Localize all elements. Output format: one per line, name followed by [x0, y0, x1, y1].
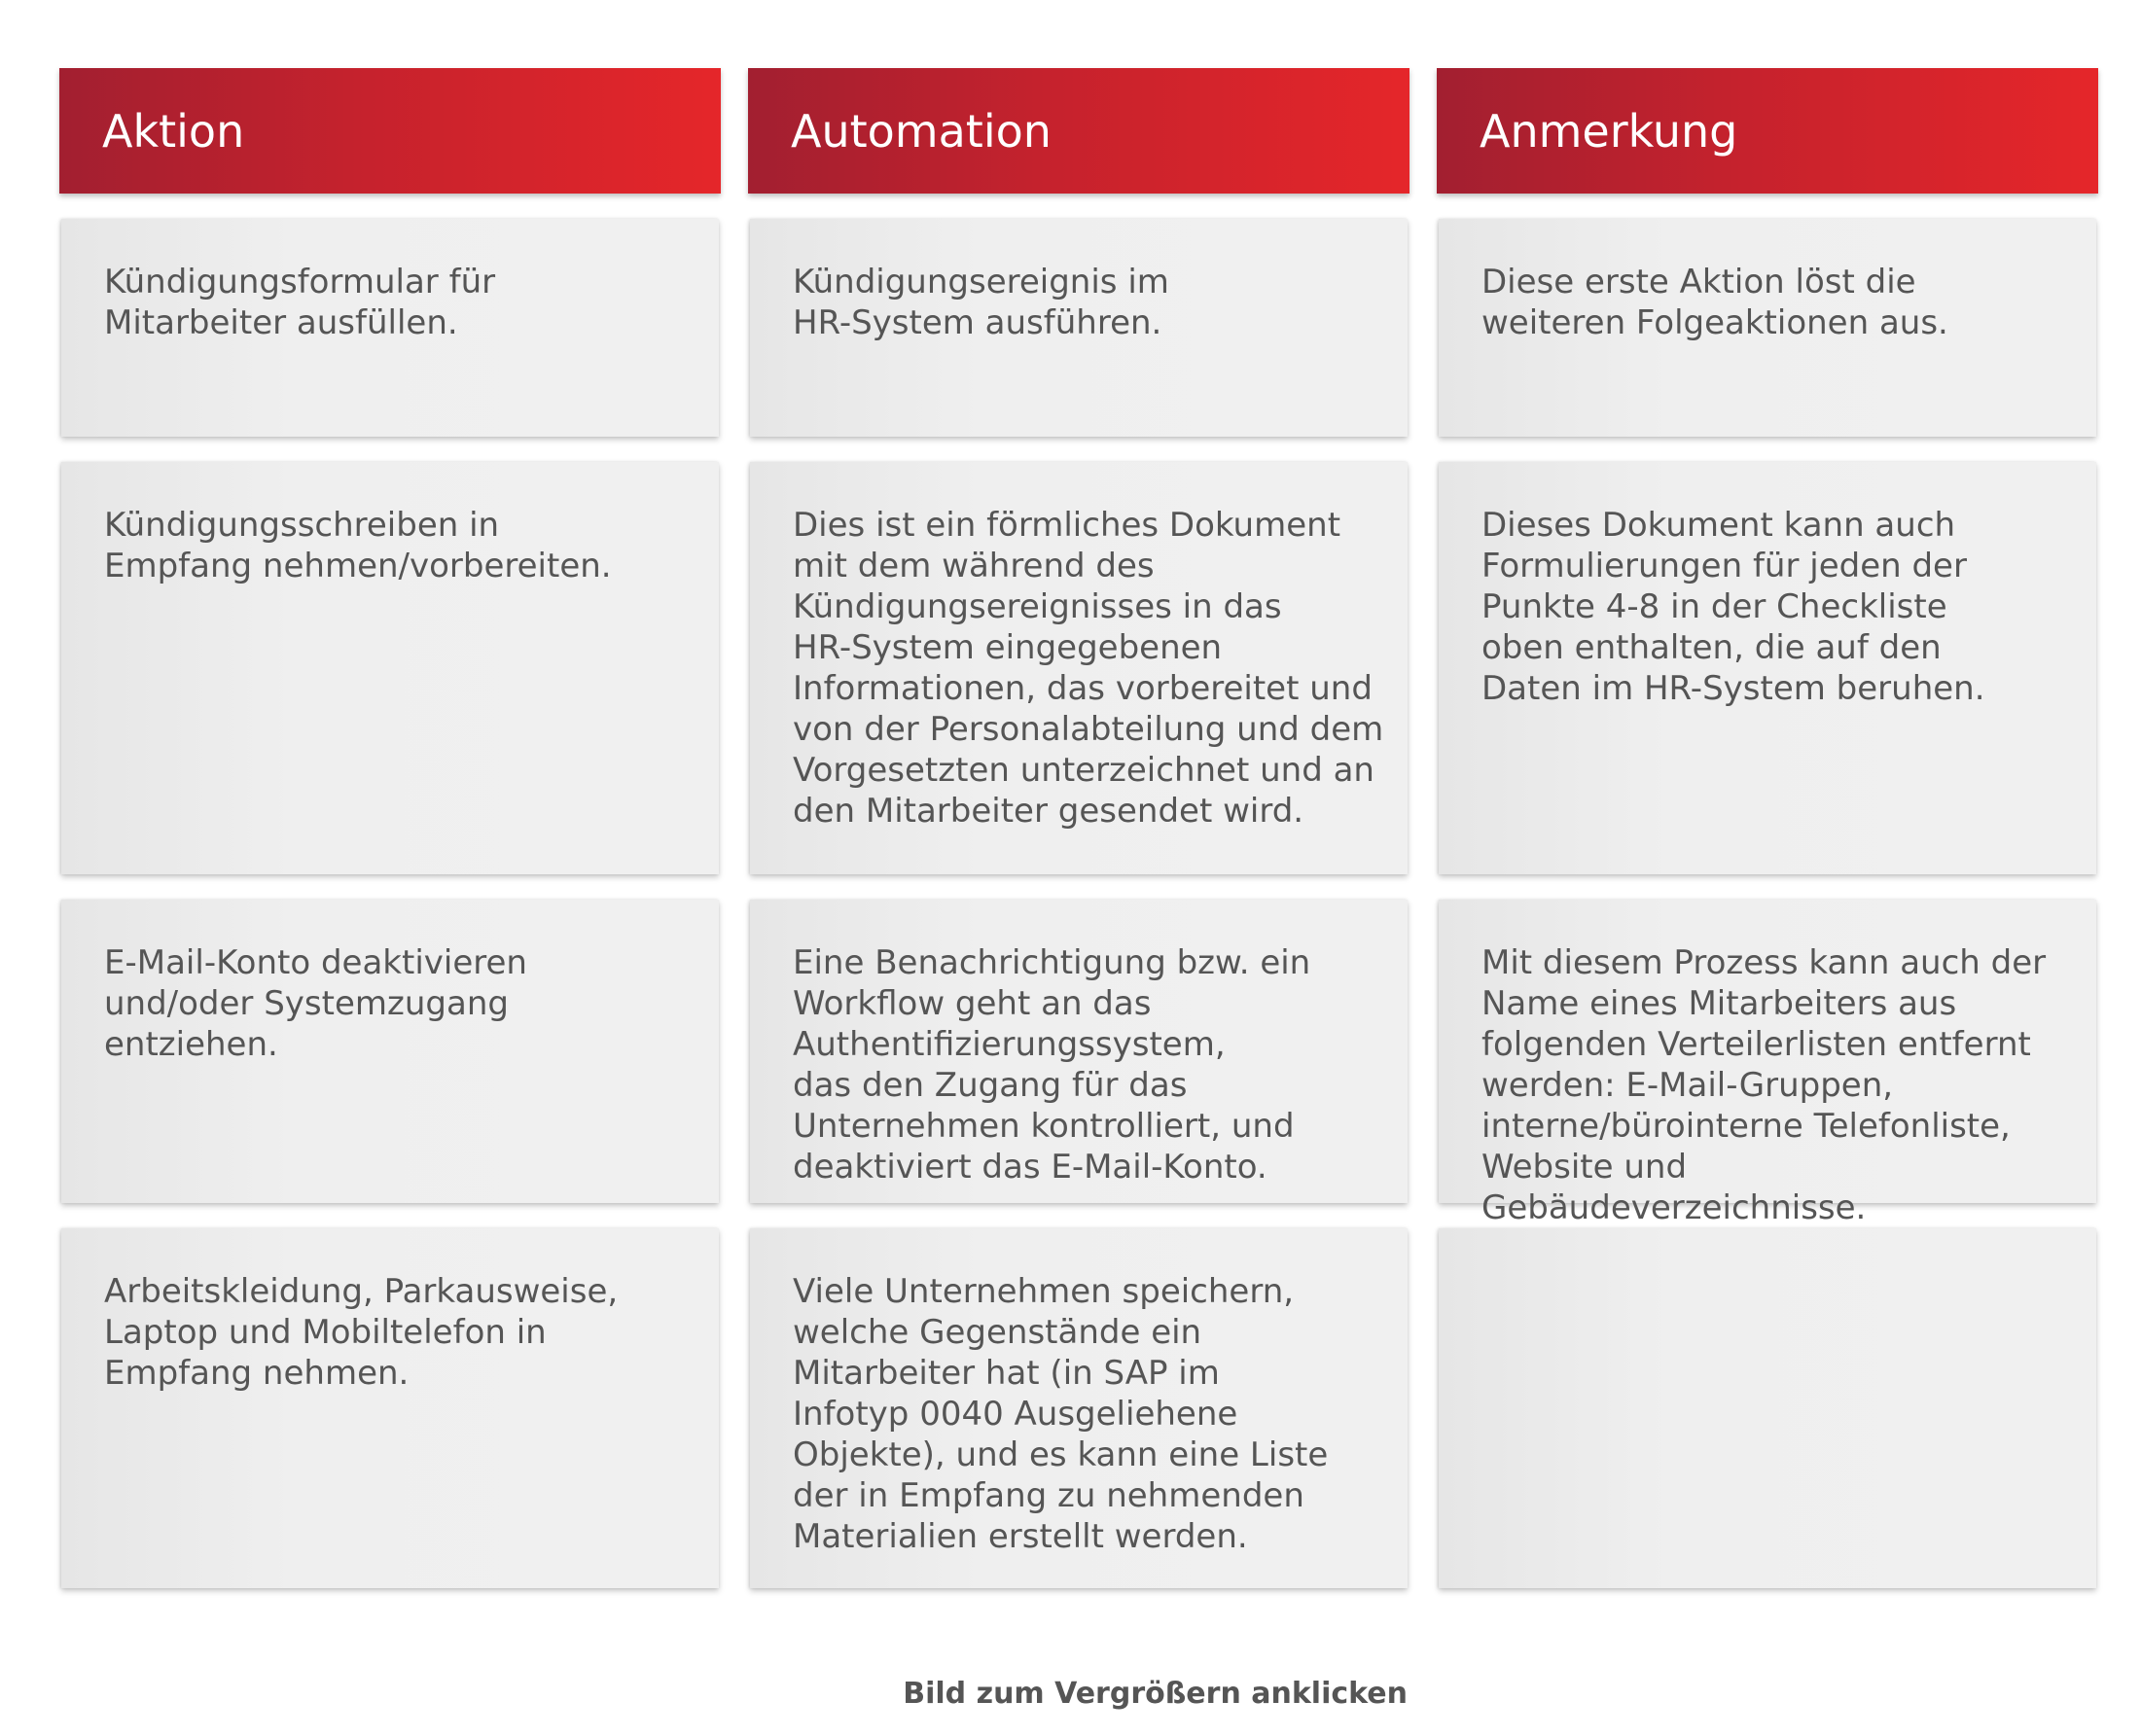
- header-automation: Automation: [748, 68, 1409, 194]
- row-4-anmerkung: [1439, 1228, 2096, 1588]
- row-2-anmerkung: Dieses Dokument kann auch Formulierungen für jeden der Punkte 4-8 in der Checkliste oben enthalten, die auf den Daten im HR-System beruhen.: [1439, 462, 2096, 874]
- row-4-automation: Viele Unternehmen speichern, welche Gegenstände ein Mitarbeiter hat (in SAP im Infotyp 0040 Ausgeliehene Objekte), und es kann eine Liste der in Empfang zu nehmenden Materialien erstellt werden.: [750, 1228, 1408, 1588]
- header-aktion: Aktion: [59, 68, 721, 194]
- row-4-aktion: Arbeitskleidung, Parkausweise, Laptop und Mobiltelefon in Empfang nehmen.: [61, 1228, 719, 1588]
- offboarding-table: [59, 68, 2098, 1588]
- header-anmerkung: Anmerkung: [1437, 68, 2098, 194]
- row-1-anmerkung: Diese erste Aktion löst die weiteren Folgeaktionen aus.: [1439, 219, 2096, 437]
- enlarge-image-link[interactable]: Bild zum Vergrößern anklicken: [903, 1677, 1408, 1711]
- row-3-aktion: E-Mail-Konto deaktivieren und/oder Systemzugang entziehen.: [61, 900, 719, 1203]
- row-1-automation: Kündigungsereignis im HR-System ausführen.: [750, 219, 1408, 437]
- row-3-anmerkung: Mit diesem Prozess kann auch der Name eines Mitarbeiters aus folgenden Verteilerlisten entfernt werden: E-Mail-Gruppen, interne/bürointerne Telefonliste, Website und Gebäudeverzeichnisse.: [1439, 900, 2096, 1203]
- row-2-automation: Dies ist ein förmliches Dokument mit dem während des Kündigungsereignisses in das HR-System eingegebenen Informationen, das vorbereitet und von der Personalabteilung und dem Vorgesetzten unterzeichnet und an den Mitarbeiter gesendet wird.: [750, 462, 1408, 874]
- row-2-aktion: Kündigungsschreiben in Empfang nehmen/vorbereiten.: [61, 462, 719, 874]
- row-1-aktion: Kündigungsformular für Mitarbeiter ausfüllen.: [61, 219, 719, 437]
- row-3-automation: Eine Benachrichtigung bzw. ein Workflow geht an das Authentifizierungssystem, das den Zugang für das Unternehmen kontrolliert, und deaktiviert das E-Mail-Konto.: [750, 900, 1408, 1203]
- enlarge-image-link-row: [0, 1677, 1914, 1711]
